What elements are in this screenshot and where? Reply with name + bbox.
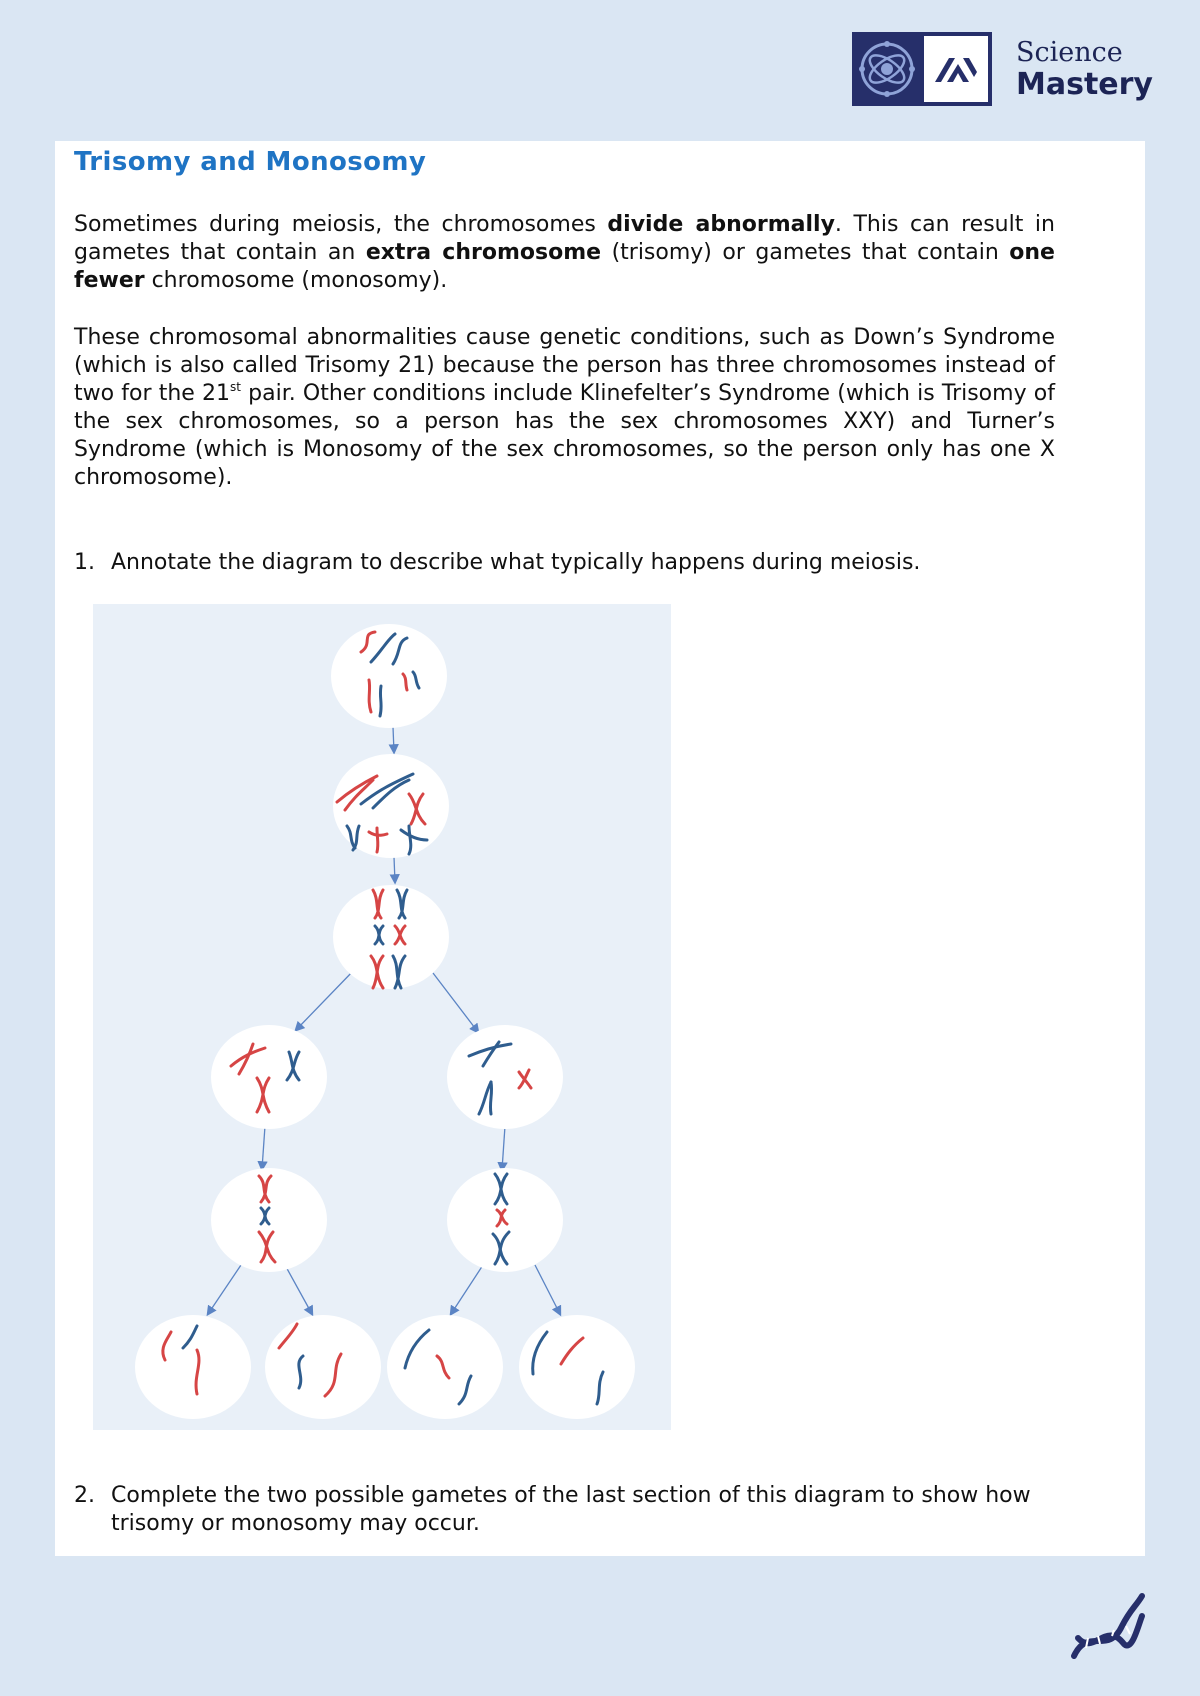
gamete-4 [519,1315,635,1419]
intro-text-2: . This can result in gametes that contain an [74,212,1055,265]
conditions-paragraph [74,324,1055,492]
mastery-mark-icon [924,36,988,102]
parent-cell [331,624,447,728]
question-1-number: 1. [74,550,95,575]
gamete-2 [265,1315,381,1419]
science-mastery-logo [852,32,1153,106]
intro-text-1: Sometimes during meiosis, the chromosomes [74,212,608,237]
metaphase-ii-cell-right [447,1168,563,1272]
logo-mastery: Mastery [1016,66,1153,102]
intro-bold-2: extra chromosome [365,240,602,265]
conditions-text-1: These chromosomal abnormalities cause genetic conditions, such as Down’s Syndrome (which is also called Trisomy 21) because the person has three chromosomes instead of two for the 21 [74,325,1055,406]
question-1-text: Annotate the diagram to describe what typically happens during meiosis. [111,550,921,575]
conditions-superscript: st [229,380,241,394]
replicated-cell [333,754,449,858]
intro-text-4: chromosome (monosomy). [144,268,448,293]
intro-text-3: (trisomy) or gametes that contain [601,240,1010,265]
page-title: Trisomy and Monosomy [74,147,427,177]
intro-bold-3: one fewer [74,240,1055,293]
meiosis-diagram [93,604,671,1430]
logo-science: Science [1016,36,1123,68]
gamete-3 [387,1315,503,1419]
logo-box [852,32,992,106]
metaphase-ii-cell-left [211,1168,327,1272]
worksheet-card [55,141,1145,1556]
metaphase-cell [333,885,449,989]
dna-icon [1068,1586,1148,1666]
question-1 [74,549,1054,577]
daughter-cell-left [211,1025,327,1129]
conditions-text-2: pair. Other conditions include Klinefelter’s Syndrome (which is Trisomy of the sex chromosomes, so a person has the sex chromosomes XXY) and Turner’s Syndrome (which is Monosomy of the sex chromosomes, so the person only has one X chromosome). [74,381,1055,490]
question-2-text: Complete the two possible gametes of the last section of this diagram to show how trisomy or monosomy may occur. [111,1483,1031,1536]
daughter-cell-right [447,1025,563,1129]
question-2-number: 2. [74,1483,95,1508]
gamete-1 [135,1315,251,1419]
intro-bold-1: divide abnormally [607,212,835,237]
meiosis-diagram-svg [93,604,671,1430]
atom-icon [856,36,918,102]
logo-text [1016,36,1153,102]
question-2 [74,1482,1054,1538]
intro-paragraph [74,211,1055,295]
